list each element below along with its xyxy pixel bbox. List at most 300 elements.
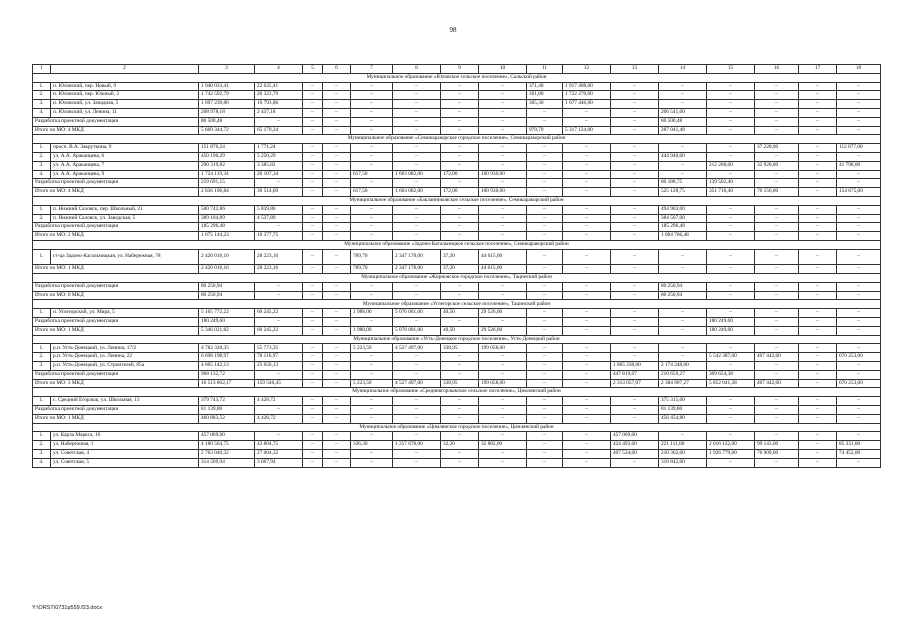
table-cell: – <box>527 170 563 179</box>
table-cell: – <box>303 458 323 467</box>
table-cell: 40,50 <box>441 326 479 335</box>
table-cell: – <box>527 291 563 300</box>
column-header: 12 <box>563 65 611 74</box>
column-header: 7 <box>351 65 393 74</box>
table-cell: – <box>755 397 799 406</box>
row-label: Разработка проектной документации <box>33 282 199 291</box>
table-cell: – <box>479 353 527 362</box>
table-cell: 28 223,16 <box>255 249 303 265</box>
table-cell: 159 546,45 <box>255 379 303 388</box>
table-cell: 2 313 057,07 <box>611 379 659 388</box>
table-cell: – <box>837 414 881 423</box>
table-cell: 5 223,50 <box>351 344 393 353</box>
table-cell: – <box>393 223 441 232</box>
table-cell: – <box>303 344 323 353</box>
table-cell: – <box>837 179 881 188</box>
table-cell: – <box>563 117 611 126</box>
table-cell: – <box>799 170 837 179</box>
table-cell: – <box>351 100 393 109</box>
table-cell: 2 763 040,32 <box>199 449 255 458</box>
table-cell: – <box>563 232 611 241</box>
table-cell: – <box>707 458 755 467</box>
table-row <box>33 249 881 265</box>
table-cell: 305,30 <box>527 100 563 109</box>
table-cell: 2 437,18 <box>255 108 303 117</box>
table-cell: – <box>303 91 323 100</box>
table-cell: – <box>323 326 351 335</box>
table-cell: – <box>563 344 611 353</box>
table-cell: – <box>837 265 881 274</box>
table-cell: – <box>323 179 351 188</box>
table-cell: – <box>563 405 611 414</box>
table-cell: 4 428,72 <box>255 397 303 406</box>
table-cell: – <box>479 414 527 423</box>
table-row <box>33 170 881 179</box>
table-cell: – <box>393 117 441 126</box>
table-cell: 447 819,07 <box>611 370 659 379</box>
table-cell: – <box>441 362 479 371</box>
table-cell: 3 385,82 <box>255 161 303 170</box>
table-cell: – <box>755 126 799 135</box>
table-cell: – <box>659 82 707 91</box>
table-cell: – <box>441 449 479 458</box>
table-cell: 19 793,86 <box>255 100 303 109</box>
table-cell: 1 988,00 <box>351 326 393 335</box>
table-cell: – <box>563 370 611 379</box>
table-cell: 139 502,40 <box>707 179 755 188</box>
page-number: 98 <box>449 26 457 34</box>
row-number: 1. <box>33 397 51 406</box>
row-label: Итого по МО: 4 МКД <box>33 126 199 135</box>
table-cell: 979,70 <box>527 126 563 135</box>
table-cell: – <box>393 144 441 153</box>
municipality-title: Муниципальное образование «Средневгорлыкское сельское поселение», Цимлянский район <box>33 388 881 397</box>
table-cell: 4 065 142,13 <box>199 362 255 371</box>
municipality-row <box>33 196 881 205</box>
table-cell: – <box>393 405 441 414</box>
table-cell: – <box>659 91 707 100</box>
table-cell: 29 526,00 <box>479 309 527 318</box>
summary-row <box>33 318 881 327</box>
table-cell: – <box>303 249 323 265</box>
table-cell: 76 909,00 <box>755 449 799 458</box>
row-label: Итого по МО: 2 МКД <box>33 232 199 241</box>
table-cell: – <box>611 170 659 179</box>
column-header: 9 <box>441 65 479 74</box>
column-header: 3 <box>199 65 255 74</box>
table-cell: 371,40 <box>527 82 563 91</box>
table-cell: – <box>799 161 837 170</box>
table-cell: – <box>563 318 611 327</box>
table-cell: – <box>255 318 303 327</box>
table-cell: 10 377,75 <box>255 232 303 241</box>
table-cell: – <box>837 214 881 223</box>
table-cell: – <box>611 353 659 362</box>
table-cell: – <box>255 223 303 232</box>
table-cell: – <box>441 82 479 91</box>
table-cell: – <box>611 318 659 327</box>
table-cell: – <box>393 205 441 214</box>
table-cell: – <box>303 449 323 458</box>
municipality-row <box>33 135 881 144</box>
table-cell: – <box>303 179 323 188</box>
table-cell: – <box>563 291 611 300</box>
row-label: Итого по МО: 1 МКД <box>33 326 199 335</box>
table-cell: 180 249,60 <box>199 318 255 327</box>
column-header: 18 <box>837 65 881 74</box>
table-cell: – <box>799 405 837 414</box>
summary-row <box>33 265 881 274</box>
table-cell: – <box>323 353 351 362</box>
row-label: Итого по МО: 4 МКД <box>33 188 199 197</box>
address-cell: п. Юловский, ул. Ленина, 11 <box>51 108 199 117</box>
table-cell: – <box>393 126 441 135</box>
table-cell: 407 534,00 <box>611 449 659 458</box>
table-cell: 1 697 239,86 <box>199 100 255 109</box>
table-cell: – <box>393 232 441 241</box>
table-cell: – <box>441 205 479 214</box>
table-cell: – <box>323 108 351 117</box>
table-cell: – <box>527 432 563 441</box>
table-cell: 4 527 497,00 <box>393 344 441 353</box>
table-cell: – <box>837 291 881 300</box>
row-label: Разработка проектной документации <box>33 117 199 126</box>
table-cell: 1 917 408,00 <box>563 82 611 91</box>
header-row <box>33 65 881 74</box>
summary-row <box>33 414 881 423</box>
table-cell: – <box>303 214 323 223</box>
table-cell: – <box>303 144 323 153</box>
table-cell: – <box>303 379 323 388</box>
table-cell: – <box>323 379 351 388</box>
table-cell: – <box>563 161 611 170</box>
table-cell: 80 500,48 <box>659 117 707 126</box>
row-number: 3. <box>33 100 51 109</box>
table-cell: – <box>527 282 563 291</box>
table-cell: – <box>611 223 659 232</box>
table-cell: – <box>393 397 441 406</box>
table-cell: – <box>323 309 351 318</box>
table-cell: – <box>755 432 799 441</box>
column-header: 10 <box>479 65 527 74</box>
table-cell: – <box>837 458 881 467</box>
table-cell: – <box>799 249 837 265</box>
row-label: Итого по МО: 1 МКД <box>33 265 199 274</box>
table-cell: – <box>393 161 441 170</box>
table-cell: – <box>351 232 393 241</box>
table-cell: – <box>527 449 563 458</box>
row-label: Разработка проектной документации <box>33 223 199 232</box>
municipality-title: Муниципальное образование «Цимлянское городское поселение», Цимлянский район <box>33 423 881 432</box>
address-cell: п. Юловский, пер. Южный, 3 <box>51 91 199 100</box>
table-cell: 309 654,38 <box>707 370 755 379</box>
table-cell: – <box>799 144 837 153</box>
table-cell: – <box>303 291 323 300</box>
table-cell: – <box>799 397 837 406</box>
table-cell: – <box>527 232 563 241</box>
table-cell: – <box>707 405 755 414</box>
table-cell: 314 509,94 <box>199 458 255 467</box>
row-number: 4. <box>33 170 51 179</box>
row-number: 1. <box>33 249 51 265</box>
table-cell: – <box>479 291 527 300</box>
table-cell: 212 208,00 <box>707 161 755 170</box>
address-cell: п. Юловский, пер. Новый, 9 <box>51 82 199 91</box>
table-cell: 384 567,00 <box>659 214 707 223</box>
table-cell: 287 041,48 <box>659 126 707 135</box>
table-cell: – <box>255 291 303 300</box>
table-cell: – <box>799 318 837 327</box>
table-cell: – <box>441 458 479 467</box>
address-cell: с. Средний Егорлык, ул. Школьная, 13 <box>51 397 199 406</box>
table-cell: – <box>707 100 755 109</box>
table-cell: – <box>611 188 659 197</box>
table-cell: – <box>303 205 323 214</box>
table-cell: – <box>659 344 707 353</box>
table-cell: – <box>479 91 527 100</box>
table-cell: 99 143,00 <box>755 441 799 450</box>
address-cell: ул. Карла Маркса, 16 <box>51 432 199 441</box>
table-cell: – <box>479 370 527 379</box>
table-cell: – <box>479 161 527 170</box>
table-cell: – <box>563 458 611 467</box>
table-cell: – <box>707 144 755 153</box>
table-cell: – <box>755 214 799 223</box>
table-cell: – <box>563 265 611 274</box>
address-cell: п. Юловский, ул. Западная, 5 <box>51 100 199 109</box>
table-cell: 4 782 328,35 <box>199 344 255 353</box>
table-cell: – <box>755 223 799 232</box>
table-cell: – <box>837 309 881 318</box>
table-cell: – <box>527 379 563 388</box>
table-cell: – <box>837 362 881 371</box>
table-cell: 208 978,18 <box>199 108 255 117</box>
table-cell: – <box>479 152 527 161</box>
table-cell: – <box>611 82 659 91</box>
table-cell: – <box>351 91 393 100</box>
table-cell: – <box>527 223 563 232</box>
table-cell: – <box>799 179 837 188</box>
column-header: 15 <box>707 65 755 74</box>
table-cell: – <box>799 309 837 318</box>
table-row <box>33 100 881 109</box>
table-cell: 199 058,00 <box>479 344 527 353</box>
table-cell: – <box>707 152 755 161</box>
table-cell: – <box>611 326 659 335</box>
table-cell: – <box>659 353 707 362</box>
table-cell: 2 384 907,27 <box>659 379 707 388</box>
row-number: 4. <box>33 108 51 117</box>
table-cell: – <box>755 362 799 371</box>
table-cell: 670 253,00 <box>837 379 881 388</box>
table-cell: – <box>611 405 659 414</box>
table-cell: 617,50 <box>351 170 393 179</box>
column-header: 17 <box>799 65 837 74</box>
row-label: Итого по МО: 1 МКД <box>33 414 199 423</box>
table-cell: 2 347 178,00 <box>393 265 441 274</box>
table-cell: – <box>755 344 799 353</box>
table-cell: 32 928,00 <box>755 161 799 170</box>
table-cell: – <box>303 117 323 126</box>
table-cell: – <box>441 152 479 161</box>
table-row <box>33 82 881 91</box>
table-cell: – <box>393 152 441 161</box>
table-cell: – <box>707 362 755 371</box>
table-cell: – <box>799 326 837 335</box>
table-cell: – <box>837 100 881 109</box>
table-cell: 5 165 772,22 <box>199 309 255 318</box>
table-cell: – <box>799 232 837 241</box>
column-header: 4 <box>255 65 303 74</box>
table-cell: – <box>393 100 441 109</box>
table-cell: – <box>323 170 351 179</box>
municipality-title: Муниципальное образование «Усть-Донецкое городское поселение», Усть-Донецкий район <box>33 335 881 344</box>
table-cell: – <box>799 458 837 467</box>
table-row <box>33 449 881 458</box>
address-cell: ул. Советская, 5 <box>51 458 199 467</box>
table-row <box>33 362 881 371</box>
address-cell: р.п. Усть-Донецкий, ул. Ленина, 17/2 <box>51 344 199 353</box>
table-cell: – <box>755 179 799 188</box>
table-cell: – <box>799 126 837 135</box>
summary-row <box>33 370 881 379</box>
table-cell: 30 514,69 <box>255 188 303 197</box>
table-cell: – <box>799 205 837 214</box>
table-cell: 5 076 001,00 <box>393 309 441 318</box>
table-cell: – <box>441 282 479 291</box>
table-cell: – <box>611 91 659 100</box>
table-cell: – <box>527 161 563 170</box>
table-cell: 968 132,72 <box>199 370 255 379</box>
table-cell: – <box>255 432 303 441</box>
table-cell: 5 346 021,82 <box>199 326 255 335</box>
table-cell: 494 903,00 <box>659 205 707 214</box>
table-row <box>33 108 881 117</box>
table-cell: – <box>563 170 611 179</box>
row-number: 1. <box>33 432 51 441</box>
table-cell: – <box>323 205 351 214</box>
row-number: 1. <box>33 205 51 214</box>
table-cell: 221 111,00 <box>659 441 707 450</box>
table-cell: – <box>527 318 563 327</box>
table-cell: – <box>441 117 479 126</box>
municipality-row <box>33 240 881 249</box>
data-table <box>32 64 881 468</box>
table-cell: – <box>837 82 881 91</box>
row-label: Разработка проектной документации <box>33 318 199 327</box>
table-cell: 27 004,32 <box>255 449 303 458</box>
table-cell: – <box>323 432 351 441</box>
address-cell: ул. Набережная, 1 <box>51 441 199 450</box>
table-cell: – <box>799 265 837 274</box>
table-cell: – <box>527 265 563 274</box>
table-cell: – <box>303 318 323 327</box>
table-cell: – <box>837 232 881 241</box>
table-cell: – <box>707 108 755 117</box>
table-cell: – <box>611 161 659 170</box>
table-cell: 2 420 016,16 <box>199 265 255 274</box>
table-cell: 5 839,86 <box>255 205 303 214</box>
table-cell: 41 798,00 <box>837 161 881 170</box>
table-cell: – <box>837 397 881 406</box>
table-cell: – <box>393 291 441 300</box>
row-number: 1. <box>33 144 51 153</box>
table-cell: – <box>563 326 611 335</box>
table-cell: – <box>837 152 881 161</box>
column-header: 2 <box>51 65 199 74</box>
table-cell: – <box>351 82 393 91</box>
table-cell: – <box>323 458 351 467</box>
table-cell: 2 016 122,00 <box>707 441 755 450</box>
table-cell: – <box>707 397 755 406</box>
table-cell: – <box>479 362 527 371</box>
table-cell: – <box>755 309 799 318</box>
table-cell: – <box>323 152 351 161</box>
table-cell: – <box>707 309 755 318</box>
table-cell: 5 542 387,00 <box>707 353 755 362</box>
table-cell: 55 773,35 <box>255 344 303 353</box>
table-cell: – <box>393 353 441 362</box>
table-cell: – <box>527 108 563 117</box>
table-cell: – <box>755 232 799 241</box>
table-cell: 2 420 016,16 <box>199 249 255 265</box>
row-number: 1. <box>33 82 51 91</box>
table-cell: – <box>527 353 563 362</box>
table-cell: – <box>611 344 659 353</box>
table-cell: – <box>303 441 323 450</box>
row-label: Итого по МО: 3 МКД <box>33 379 199 388</box>
table-cell: – <box>799 370 837 379</box>
table-cell: 379 743,72 <box>199 397 255 406</box>
table-cell: – <box>707 223 755 232</box>
table-cell: 37 228,00 <box>755 144 799 153</box>
table-cell: – <box>303 353 323 362</box>
table-cell: 210 362,00 <box>659 449 707 458</box>
table-cell: – <box>707 432 755 441</box>
table-cell: – <box>563 108 611 117</box>
table-cell: – <box>837 117 881 126</box>
table-cell: – <box>479 214 527 223</box>
table-cell: – <box>799 414 837 423</box>
municipality-row <box>33 274 881 283</box>
table-cell: 336,30 <box>351 441 393 450</box>
table-cell: 2 836 196,84 <box>199 188 255 197</box>
table-cell: – <box>611 282 659 291</box>
table-cell: – <box>323 414 351 423</box>
table-cell: – <box>755 282 799 291</box>
table-cell: – <box>659 144 707 153</box>
column-header: 14 <box>659 65 707 74</box>
table-cell: – <box>323 126 351 135</box>
table-cell: 5 669 344,72 <box>199 126 255 135</box>
table-cell: 4 180 564,75 <box>199 441 255 450</box>
table-cell: – <box>799 108 837 117</box>
table-row <box>33 432 881 441</box>
table-cell: 80 250,94 <box>199 282 255 291</box>
table-cell: – <box>799 282 837 291</box>
table-cell: – <box>441 432 479 441</box>
footer-path: Y:\ORST\0731p559.f23.docx <box>32 605 103 611</box>
table-cell: 4 527 497,00 <box>393 379 441 388</box>
table-cell: – <box>351 179 393 188</box>
table-cell: – <box>393 318 441 327</box>
table-cell: – <box>441 223 479 232</box>
table-cell: – <box>611 458 659 467</box>
table-cell: – <box>323 291 351 300</box>
table-cell: – <box>837 205 881 214</box>
table-cell: – <box>303 405 323 414</box>
table-cell: – <box>837 170 881 179</box>
